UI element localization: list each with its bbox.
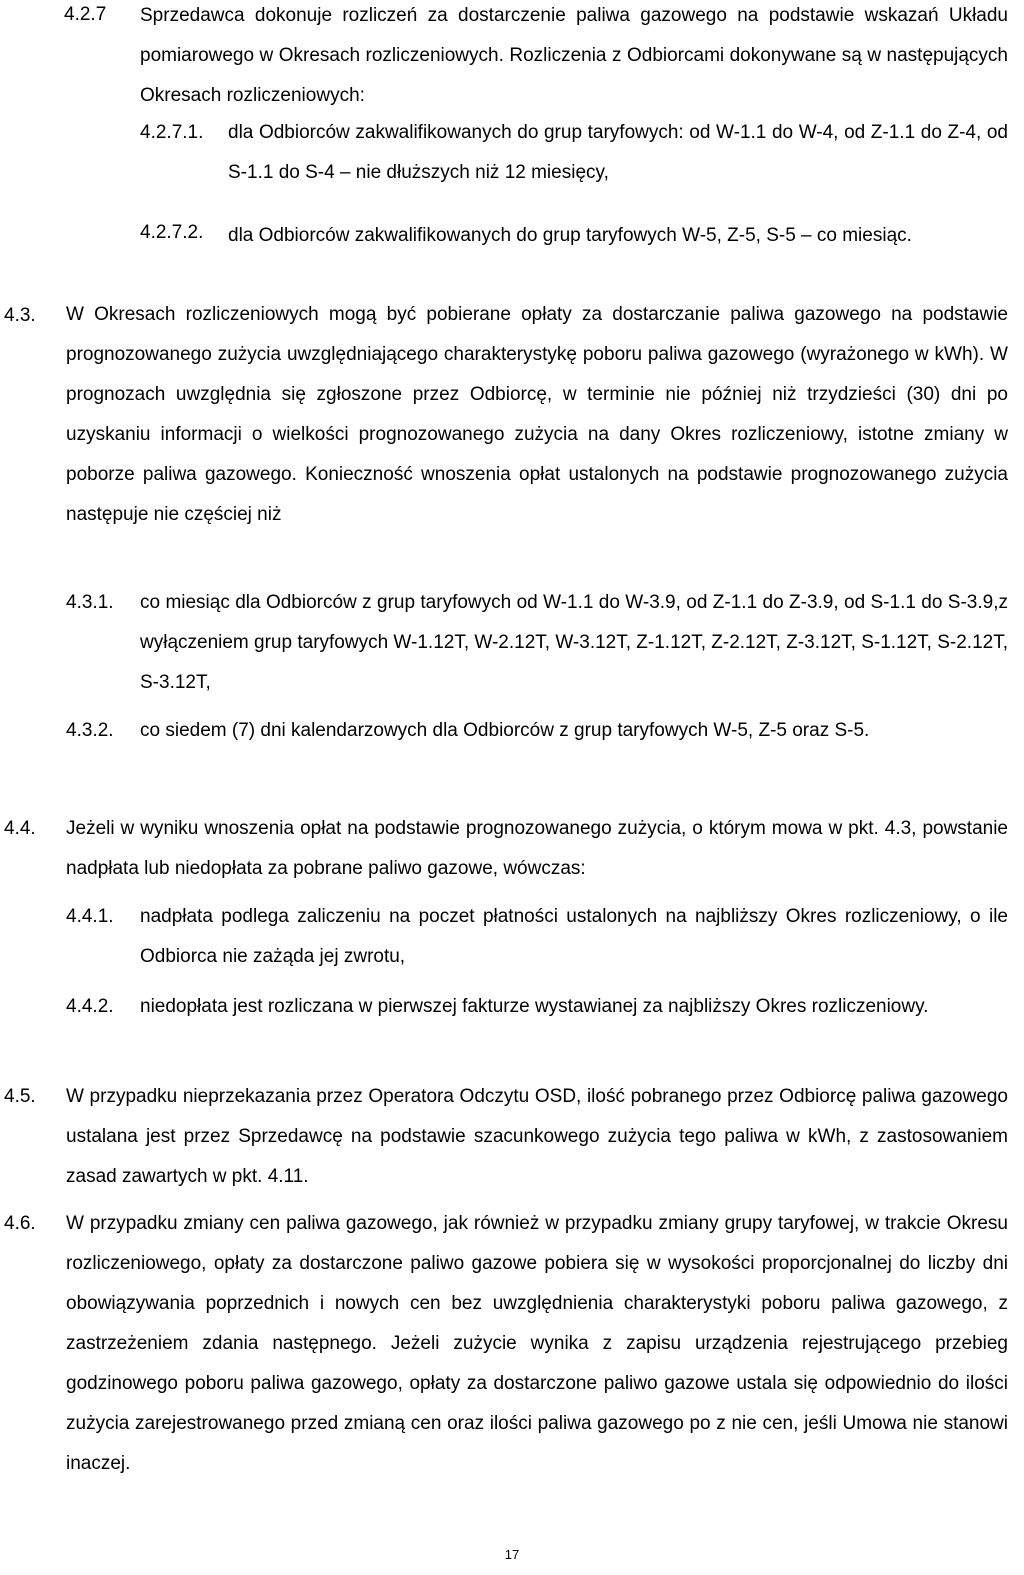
item-number: 4.3.1. [66, 592, 114, 613]
item-number: 4.6. [4, 1213, 36, 1234]
item-number: 4.2.7.1. [140, 122, 204, 143]
paragraph: co miesiąc dla Odbiorców z grup taryfowych od W-1.1 do W-3.9, od Z-1.1 do Z-3.9, od S-1.1 do S-3.9,z wyłączeniem grup taryfowych W-1.12T, W-2.12T, W-3.12T, Z-1.12T, Z-2.12T, Z-3.12T, S-1.12T, S-2.12T, S-3.12T, [140, 592, 1008, 693]
item-number: 4.2.7.2. [140, 222, 204, 243]
paragraph: dla Odbiorców zakwalifikowanych do grup taryfowych: od W-1.1 do W-4, od Z-1.1 do Z-4, od S-1.1 do S-4 – nie dłuższych niż 12 miesięcy, [228, 122, 1008, 183]
paragraph: Sprzedawca dokonuje rozliczeń za dostarczenie paliwa gazowego na podstawie wskazań Układu pomiarowego w Okresach rozliczeniowych. Rozliczenia z Odbiorcami dokonywane są w następujących Okresach rozliczeniowych: [140, 5, 1008, 106]
paragraph: W przypadku zmiany cen paliwa gazowego, jak również w przypadku zmiany grupy taryfowej, w trakcie Okresu rozliczeniowego, opłaty za dostarczone paliwo gazowe pobiera się w wysokości proporcjonalnej do liczby dni obowiązywania poprzednich i nowych cen bez uwzględnienia charakterystyki poboru paliwa gazowego, z zastrzeżeniem zdania następnego. Jeżeli zużycie wynika z zapisu urządzenia rejestrującego przebieg godzinowego poboru paliwa gazowego, opłaty za dostarczone paliwo gazowe ustala się odpowiednio do ilości zużycia zarejestrowanego przed zmianą cen oraz ilości paliwa gazowego po z nie cen, jeśli Umowa nie stanowi inaczej. [66, 1213, 1008, 1474]
paragraph: co siedem (7) dni kalendarzowych dla Odbiorców z grup taryfowych W-5, Z-5 oraz S-5. [140, 720, 870, 741]
item-number: 4.4. [4, 818, 36, 839]
paragraph: W Okresach rozliczeniowych mogą być pobierane opłaty za dostarczanie paliwa gazowego na podstawie prognozowanego zużycia uwzględniającego charakterystykę poboru paliwa gazowego (wyrażonego w kWh). W prognozach uwzględnia się zgłoszone przez Odbiorcę, w terminie nie później niż trzydzieści (30) dni po uzyskaniu informacji o wielkości prognozowanego zużycia na dany Okres rozliczeniowy, istotne zmiany w poborze paliwa gazowego. Konieczność wnoszenia opłat ustalonych na podstawie prognozowanego zużycia następuje nie częściej niż [66, 304, 1008, 525]
paragraph: nadpłata podlega zaliczeniu na poczet płatności ustalonych na najbliższy Okres rozliczeniowy, o ile Odbiorca nie zażąda jej zwrotu, [140, 906, 1008, 967]
item-number: 4.3. [4, 305, 36, 326]
paragraph: Jeżeli w wyniku wnoszenia opłat na podstawie prognozowanego zużycia, o którym mowa w pkt. 4.3, powstanie nadpłata lub niedopłata za pobrane paliwo gazowe, wówczas: [66, 818, 1008, 879]
paragraph: niedopłata jest rozliczana w pierwszej fakturze wystawianej za najbliższy Okres rozliczeniowy. [140, 996, 929, 1017]
item-number: 4.2.7 [64, 4, 107, 25]
page-number: 17 [504, 1547, 520, 1562]
item-number: 4.3.2. [66, 720, 114, 741]
item-number: 4.4.1. [66, 906, 114, 927]
paragraph: W przypadku nieprzekazania przez Operatora Odczytu OSD, ilość pobranego przez Odbiorcę paliwa gazowego ustalana jest przez Sprzedawcę na podstawie szacunkowego zużycia tego paliwa w kWh, z zastosowaniem zasad zawartych w pkt. 4.11. [66, 1086, 1008, 1187]
item-number: 4.5. [4, 1086, 36, 1107]
paragraph: dla Odbiorców zakwalifikowanych do grup taryfowych W-5, Z-5, S-5 – co miesiąc. [228, 225, 912, 246]
item-number: 4.4.2. [66, 996, 114, 1017]
